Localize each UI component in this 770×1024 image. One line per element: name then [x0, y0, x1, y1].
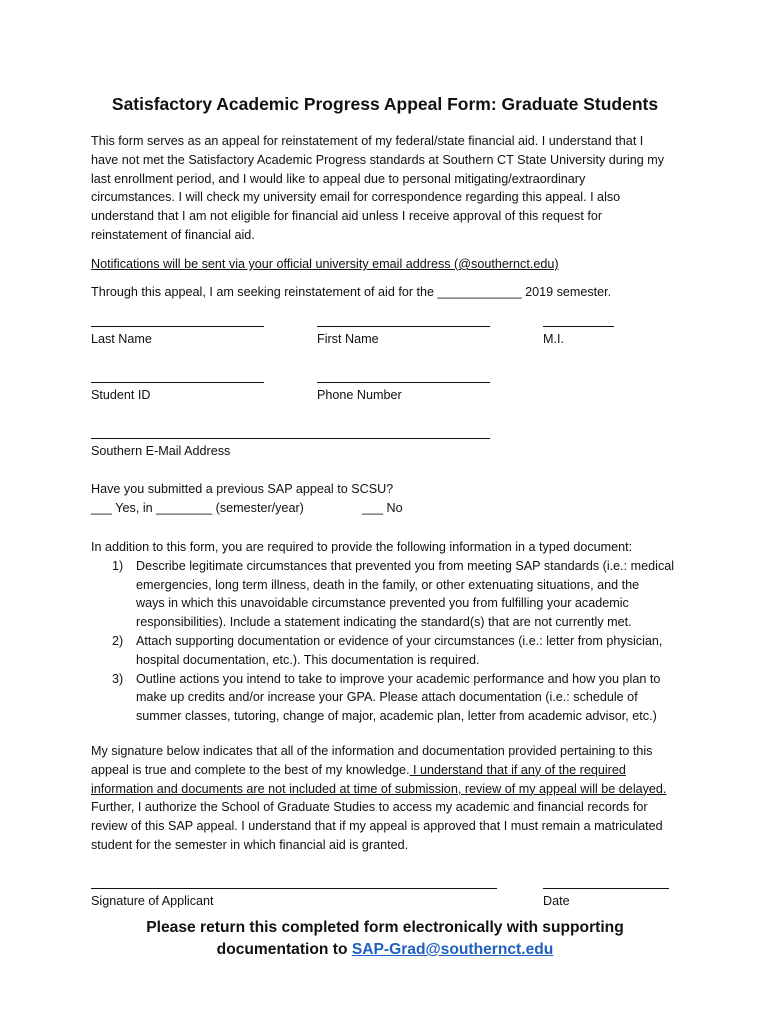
seeking-semester-line: Through this appeal, I am seeking reinstatement of aid for the ____________ 2019 semester. [91, 285, 612, 299]
return-instructions-line2 [0, 939, 770, 961]
intro-line: circumstances. I will check my university email for correspondence regarding this appeal. I also [91, 190, 621, 205]
first-name-label: First Name [317, 332, 379, 346]
statement-line: My signature below indicates that all of the information and documentation provided pertaining to this [91, 744, 653, 758]
intro-line: last enrollment period, and I would like to appeal due to personal mitigating/extraordinary [91, 171, 586, 186]
requirement-line: hospital documentation, etc.). This documentation is required. [136, 652, 480, 667]
requirement-line: emergencies, long term illness, death in the family, or other extenuating situations, and the [136, 577, 640, 592]
phone-number-label: Phone Number [317, 388, 402, 402]
notification-note: Notifications will be sent via your official university email address (@southernct.edu) [91, 257, 559, 271]
statement-underlined-text: I understand that if any of the required [409, 762, 626, 777]
submission-email-link[interactable]: SAP-Grad@southernct.edu [351, 941, 554, 958]
statement-underlined-line: information and documents are not included at time of submission, review of my appeal will be delayed. [91, 781, 667, 796]
statement-line: student for the semester in which financial aid is granted. [91, 837, 409, 852]
first-name-field[interactable] [317, 326, 490, 327]
date-label: Date [543, 894, 570, 908]
requirement-number: 2) [112, 633, 124, 648]
requirements-section [91, 538, 691, 726]
requirement-line: make up credits and/or increase your GPA. Please attach documentation (i.e.: schedule of [136, 690, 638, 705]
intro-line: This form serves as an appeal for reinstatement of my federal/state financial aid. I understand that I [91, 134, 644, 148]
last-name-label: Last Name [91, 332, 152, 346]
applicant-signature-field[interactable] [91, 888, 497, 889]
date-field[interactable] [543, 888, 669, 889]
intro-paragraph [91, 132, 664, 245]
requirement-line: ways in which this unavoidable circumstance prevented you from fulfilling your academic [136, 596, 629, 611]
previous-appeal-question: Have you submitted a previous SAP appeal to SCSU? [91, 482, 394, 496]
statement-line: review of this SAP appeal. I understand that if my appeal is approved that I must remain a matriculated [91, 819, 663, 834]
email-field[interactable] [91, 438, 490, 439]
return-instructions-prefix: documentation to [216, 941, 352, 958]
requirement-line: responsibilities). Include a statement indicating the standard(s) that are not currently met. [136, 615, 632, 630]
statement-plain-text: appeal is true and complete to the best of my knowledge. [91, 762, 410, 777]
requirement-line: Outline actions you intend to take to improve your academic performance and how you plan to [136, 671, 661, 686]
requirement-item [91, 557, 691, 632]
requirement-line: summer classes, tutoring, change of major, academic plan, letter from academic advisor, etc.) [136, 709, 657, 724]
intro-line: have not met the Satisfactory Academic Progress standards at Southern CT State University during my [91, 152, 665, 167]
intro-line: reinstatement of financial aid. [91, 227, 255, 242]
intro-line: understand that I am not eligible for financial aid unless I receive approval of this request for [91, 209, 603, 224]
student-id-field[interactable] [91, 382, 264, 383]
requirements-intro: In addition to this form, you are required to provide the following information in a typed document: [91, 540, 633, 554]
middle-initial-field[interactable] [543, 326, 614, 327]
requirement-number: 1) [112, 558, 124, 573]
previous-appeal-no-option[interactable]: ___ No [362, 501, 403, 515]
requirement-item [91, 632, 691, 670]
previous-appeal-yes-option[interactable]: ___ Yes, in ________ (semester/year) [91, 501, 304, 515]
requirement-line: Describe legitimate circumstances that prevented you from meeting SAP standards (i.e.: medical [136, 558, 675, 573]
signature-label: Signature of Applicant [91, 894, 214, 908]
page-title: Satisfactory Academic Progress Appeal Form: Graduate Students [111, 94, 659, 114]
requirement-number: 3) [112, 671, 124, 686]
statement-line [91, 761, 666, 780]
last-name-field[interactable] [91, 326, 264, 327]
middle-initial-label: M.I. [543, 332, 564, 346]
statement-line: Further, I authorize the School of Graduate Studies to access my academic and financial records for [91, 800, 648, 815]
return-instructions-line1: Please return this completed form electronically with supporting [146, 919, 624, 936]
student-id-label: Student ID [91, 388, 151, 402]
phone-number-field[interactable] [317, 382, 490, 383]
requirement-line: Attach supporting documentation or evidence of your circumstances (i.e.: letter from physician, [136, 633, 663, 648]
email-label: Southern E-Mail Address [91, 444, 231, 458]
requirement-item [91, 670, 691, 726]
signature-statement [91, 742, 666, 855]
